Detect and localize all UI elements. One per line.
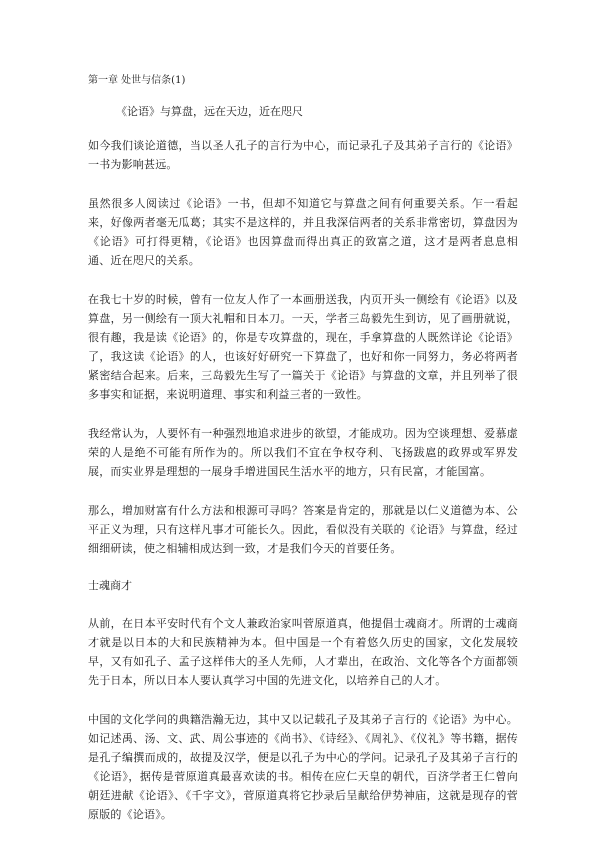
paragraph: 我经常认为，人要怀有一种强烈地追求进步的欲望，才能成功。因为空谈理想、爱慕虚荣的人是绝不可能有所作为的。所以我们不宜在争权夺利、飞扬跋扈的政界或军界发展，而实业界是理想的一展身手增进国民生活水平的地方，只有民富，才能国富。 (88, 427, 518, 478)
paragraph: 中国的文化学问的典籍浩瀚无边，其中又以记载孔子及其弟子言行的《论语》为中心。如记述禹、汤、文、武、周公事迹的《尚书》、《诗经》、《周礼》、《仪礼》等书籍，据传是孔子编撰而成的，故提及汉学，便是以孔子为中心的学问。记录孔子及其弟子言行的《论语》，据传是菅原道真最喜欢读的书。相传在应仁天皇的朝代，百济学者王仁曾向朝廷进献《论语》、《千字文》，菅原道真将它抄录后呈献给伊势神庙，这就是现存的菅原版的《论语》。 (88, 713, 518, 821)
section-heading: 士魂商才 (88, 579, 132, 592)
paragraph: 那么，增加财富有什么方法和根源可寻吗？答案是肯定的，那就是以仁义道德为本、公平正义为理，只有这样凡事才可能长久。因此，看似没有关联的《论语》与算盘，经过细细研读，使之相辅相成达到一致，才是我们今天的首要任务。 (88, 504, 518, 555)
paragraph: 如今我们谈论道德，当以圣人孔子的言行为中心，而记录孔子及其弟子言行的《论语》一书为影响甚远。 (88, 139, 518, 171)
paragraph: 虽然很多人阅读过《论语》一书，但却不知道它与算盘之间有何重要关系。乍一看起来，好像两者毫无瓜葛；其实不是这样的，并且我深信两者的关系非常密切，算盘因为《论语》可打得更精，《论语》也因算盘而得出真正的致富之道，这才是两者息息相通、近在咫尺的关系。 (88, 197, 518, 267)
chapter-title: 第一章 处世与信条(1) (88, 75, 186, 86)
document-page (88, 74, 518, 844)
section-subtitle: 《论语》与算盘，远在天边，近在咫尺 (116, 105, 303, 118)
paragraph: 从前，在日本平安时代有个文人兼政治家叫菅原道真，他提倡士魂商才。所谓的士魂商才就是以日本的大和民族精神为本。但中国是一个有着悠久历史的国家，文化发展较早，又有如孔子、孟子这样伟大的圣人先师，人才辈出，在政治、文化等各个方面都领先于日本，所以日本人要认真学习中国的先进文化，以培养自己的人才。 (88, 617, 518, 687)
paragraph: 在我七十岁的时候，曾有一位友人作了一本画册送我，内页开头一侧绘有《论语》以及算盘，另一侧绘有一顶大礼帽和日本刀。一天，学者三岛毅先生到访，见了画册就说，很有趣，我是读《论语》的，你是专攻算盘的，现在，手拿算盘的人既然详论《论语》了，我这读《论语》的人，也该好好研究一下算盘了，也好和你一同努力，务必将两者紧密结合起来。后来，三岛毅先生写了一篇关于《论语》与算盘的文章，并且列举了很多事实和证据，来说明道理、事实和利益三者的一致性。 (88, 293, 518, 401)
